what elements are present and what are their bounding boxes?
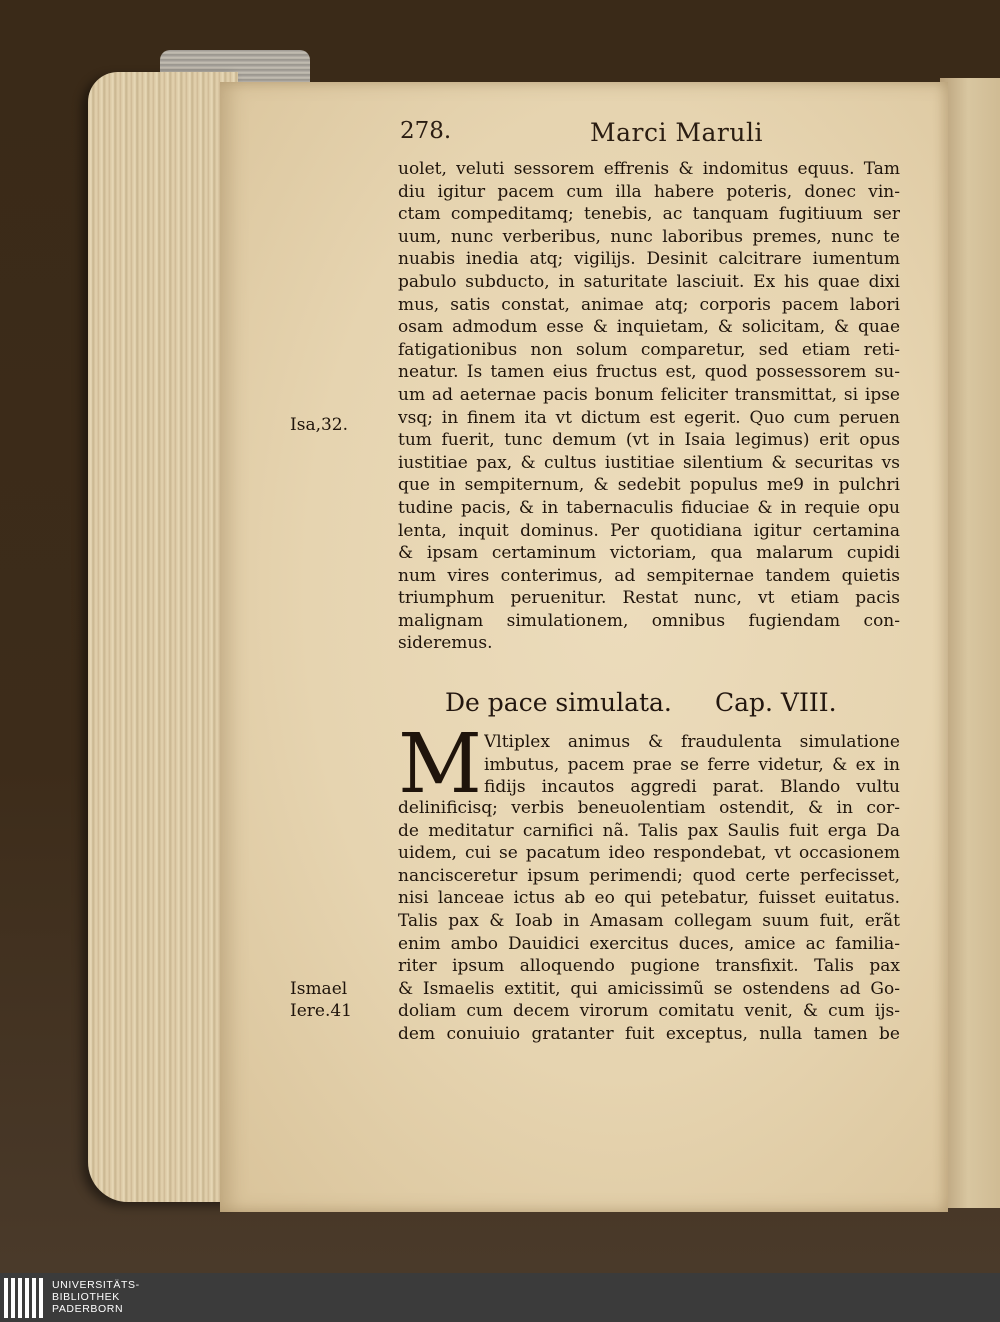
left-page-edges	[88, 72, 238, 1202]
facing-page-edge	[940, 78, 1000, 1208]
page-number: 278.	[400, 118, 452, 144]
margin-note-isa: Isa,32.	[290, 415, 349, 435]
text-line: iustitiae pax, & cultus iustitiae silentium & securitas vs	[398, 452, 900, 473]
chapter-heading	[445, 688, 885, 728]
text-line: triumphum peruenitur. Restat nunc, vt etiam pacis	[398, 588, 900, 609]
library-footer-bar	[0, 1273, 1000, 1322]
text-line: osam admodum esse & inquietam, & solicitam, & quae	[398, 317, 900, 338]
chapter-number: Cap. VIII.	[715, 688, 837, 717]
running-title: Marci Maruli	[590, 118, 763, 147]
text-line: que in sempiternum, & sedebit populus me9 in pulchri	[398, 475, 900, 496]
text-line: pabulo subducto, in saturitate lasciuit. Ex his quae dixi	[398, 271, 900, 292]
text-line: diu igitur pacem cum illa habere poteris, donec vin-	[398, 181, 900, 202]
text-line: nisi lanceae ictus ab eo qui petebatur, fuisset euitatus.	[398, 888, 900, 909]
text-line: uolet, veluti sessorem effrenis & indomitus equus. Tam	[398, 159, 900, 179]
text-line: nuabis inedia atq; vigilijs. Desinit calcitrare iumentum	[398, 249, 900, 270]
logo-line-3: PADERBORN	[52, 1303, 124, 1315]
margin-note-iere: Iere.41	[290, 1001, 352, 1021]
text-line: dem conuiuio gratanter fuit exceptus, nulla tamen be	[398, 1023, 900, 1044]
text-line: & Ismaelis extitit, qui amicissimũ se ostendens ad Go-	[398, 978, 900, 999]
text-line: fatigationibus non solum comparetur, sed etiam reti-	[398, 339, 900, 360]
text-line: tudine pacis, & in tabernaculis fiduciae & in requie opu	[398, 497, 900, 518]
text-line: & ipsam certaminum victoriam, qua malarum cupidi	[398, 543, 900, 564]
text-line: lenta, inquit dominus. Per quotidiana igitur certamina	[398, 520, 900, 541]
margin-note-ismael: Ismael	[290, 979, 348, 999]
text-line: uidem, cui se pacatum ideo respondebat, vt occasionem	[398, 843, 900, 864]
text-line: Vltiplex animus & fraudulenta simulatione	[484, 732, 900, 752]
text-line: de meditatur carnifici nã. Talis pax Saulis fuit erga Da	[398, 820, 900, 841]
text-line: enim ambo Dauidici exercitus duces, amice ac familia-	[398, 933, 900, 954]
logo-line-2: BIBLIOTHEK	[52, 1291, 120, 1303]
text-line: malignam simulationem, omnibus fugiendam con-	[398, 610, 900, 631]
text-line: delinificisq; verbis beneuolentiam ostendit, & in cor-	[398, 798, 900, 818]
text-line: nancisceretur ipsum perimendi; quod certe perfecisset,	[398, 865, 900, 886]
text-line: sideremus.	[398, 633, 493, 654]
text-line: tum fuerit, tunc demum (vt in Isaia legimus) erit opus	[398, 430, 900, 451]
chapter-title: De pace simulata.	[445, 688, 672, 717]
body-text-block	[398, 158, 900, 655]
text-line: um ad aeternae pacis bonum feliciter transmittat, si ipse	[398, 384, 900, 405]
text-line: doliam cum decem virorum comitatu venit, & cum ijs-	[398, 1001, 900, 1022]
logo-line-1: UNIVERSITÄTS-	[52, 1279, 140, 1291]
library-logo-text	[52, 1279, 140, 1315]
drop-cap-initial: M	[398, 717, 482, 812]
library-logo-icon	[4, 1278, 46, 1318]
text-line: Talis pax & Ioab in Amasam collegam suum fuit, erãt	[398, 910, 900, 931]
text-line: mus, satis constat, animae atq; corporis pacem labori	[398, 294, 900, 315]
text-line: riter ipsum alloquendo pugione transfixit. Talis pax	[398, 956, 900, 977]
chapter-text-block	[398, 797, 900, 1046]
page-header	[400, 118, 900, 154]
text-line: neatur. Is tamen eius fructus est, quod possessorem su-	[398, 362, 900, 383]
chapter-text-indented-block	[484, 731, 900, 799]
text-line: uum, nunc verberibus, nunc laboribus premes, nunc te	[398, 226, 900, 247]
text-line: imbutus, pacem prae se ferre videtur, & ex in	[484, 754, 900, 775]
text-line: ctam compeditamq; tenebis, ac tanquam fugitiuum ser	[398, 204, 900, 225]
text-line: fidijs incautos aggredi parat. Blando vultu	[484, 777, 900, 798]
text-line: vsq; in finem ita vt dictum est egerit. Quo cum peruen	[398, 407, 900, 428]
text-line: num vires conterimus, ad sempiternae tandem quietis	[398, 565, 900, 586]
